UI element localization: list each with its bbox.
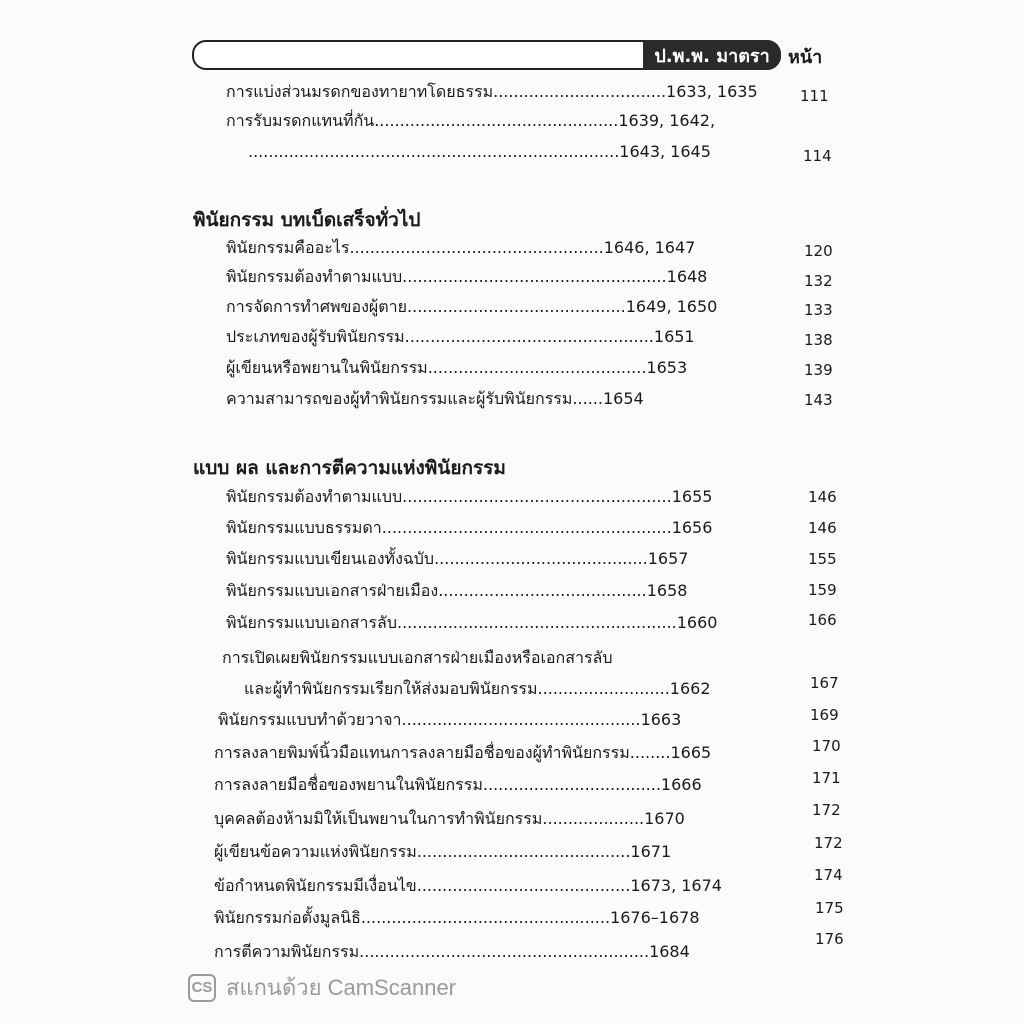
toc-entry: การรับมรดกแทนที่กัน................................................1639, 1642, xyxy=(226,111,716,130)
toc-page-number: 146 xyxy=(808,488,837,506)
toc-page-number: 171 xyxy=(812,769,841,787)
toc-page-number: 175 xyxy=(815,899,844,917)
toc-page-number: 159 xyxy=(808,581,837,599)
toc-page-number: 138 xyxy=(804,331,833,349)
header-bar xyxy=(192,40,781,70)
toc-page-number: 120 xyxy=(804,242,833,260)
toc-page-number: 172 xyxy=(812,801,841,819)
section-heading: พินัยกรรม บทเบ็ดเสร็จทั่วไป xyxy=(193,209,421,231)
toc-entry: การเปิดเผยพินัยกรรมแบบเอกสารฝ่ายเมืองหรือเอกสารลับ xyxy=(222,648,613,667)
toc-page-number: 172 xyxy=(814,834,843,852)
toc-page-number: 176 xyxy=(815,930,844,948)
toc-entry: การลงลายมือชื่อของพยานในพินัยกรรม...................................1666 xyxy=(214,775,702,794)
toc-entry: พินัยกรรมแบบทำด้วยวาจา...............................................1663 xyxy=(218,710,682,729)
toc-page-number: 170 xyxy=(812,737,841,755)
toc-page-number: 133 xyxy=(804,301,833,319)
toc-page-number: 155 xyxy=(808,550,837,568)
toc-entry: พินัยกรรมต้องทำตามแบบ.....................................................1655 xyxy=(226,487,713,506)
toc-page-number: 114 xyxy=(803,147,832,165)
toc-page-number: 169 xyxy=(810,706,839,724)
toc-entry: ความสามารถของผู้ทำพินัยกรรมและผู้รับพินัยกรรม......1654 xyxy=(226,389,644,408)
toc-entry: การตีความพินัยกรรม.........................................................1684 xyxy=(214,942,690,961)
toc-page-number: 174 xyxy=(814,866,843,884)
toc-entry: พินัยกรรมแบบเอกสารลับ.......................................................1660 xyxy=(226,613,718,632)
toc-entry: พินัยกรรมต้องทำตามแบบ....................................................1648 xyxy=(226,267,708,286)
header-page-label: หน้า xyxy=(788,47,823,68)
toc-entry: บุคคลต้องห้ามมิให้เป็นพยานในการทำพินัยกรรม....................1670 xyxy=(214,809,685,828)
toc-page-number: 166 xyxy=(808,611,837,629)
toc-page-number: 111 xyxy=(800,87,829,105)
toc-page-number: 132 xyxy=(804,272,833,290)
toc-entry: ผู้เขียนข้อความแห่งพินัยกรรม..........................................1671 xyxy=(214,842,672,861)
toc-entry: พินัยกรรมก่อตั้งมูลนิธิ.................................................1676–1678 xyxy=(214,908,700,927)
header-title: ป.พ.พ. มาตรา xyxy=(643,40,781,70)
camscanner-logo-icon: CS xyxy=(188,974,216,1002)
toc-entry: การแบ่งส่วนมรดกของทายาทโดยธรรม..................................1633, 1635 xyxy=(226,82,758,101)
toc-entry: การลงลายพิมพ์นิ้วมือแทนการลงลายมือชื่อของผู้ทำพินัยกรรม........1665 xyxy=(214,743,712,762)
toc-entry: การจัดการทำศพของผู้ตาย...........................................1649, 1650 xyxy=(226,297,718,316)
toc-page-number: 139 xyxy=(804,361,833,379)
toc-entry: ประเภทของผู้รับพินัยกรรม.................................................1651 xyxy=(226,327,695,346)
toc-entry: พินัยกรรมแบบเขียนเองทั้งฉบับ..........................................1657 xyxy=(226,549,689,568)
toc-page-number: 143 xyxy=(804,391,833,409)
toc-entry: พินัยกรรมคืออะไร..................................................1646, 1647 xyxy=(226,238,696,257)
section-heading: แบบ ผล และการตีความแห่งพินัยกรรม xyxy=(193,457,506,479)
toc-entry: และผู้ทำพินัยกรรมเรียกให้ส่งมอบพินัยกรรม..........................1662 xyxy=(244,679,711,698)
toc-entry: ผู้เขียนหรือพยานในพินัยกรรม...........................................1653 xyxy=(226,358,688,377)
toc-page-number: 167 xyxy=(810,674,839,692)
toc-entry: พินัยกรรมแบบธรรมดา.........................................................1656 xyxy=(226,518,713,537)
toc-entry: .........................................................................1643, 1645 xyxy=(248,142,711,161)
camscanner-text: สแกนด้วย CamScanner xyxy=(226,975,457,1000)
toc-page-number: 146 xyxy=(808,519,837,537)
toc-entry: ข้อกำหนดพินัยกรรมมีเงื่อนไข..........................................1673, 1674 xyxy=(214,876,722,895)
camscanner-watermark xyxy=(188,970,456,1005)
toc-entry: พินัยกรรมแบบเอกสารฝ่ายเมือง.........................................1658 xyxy=(226,581,688,600)
